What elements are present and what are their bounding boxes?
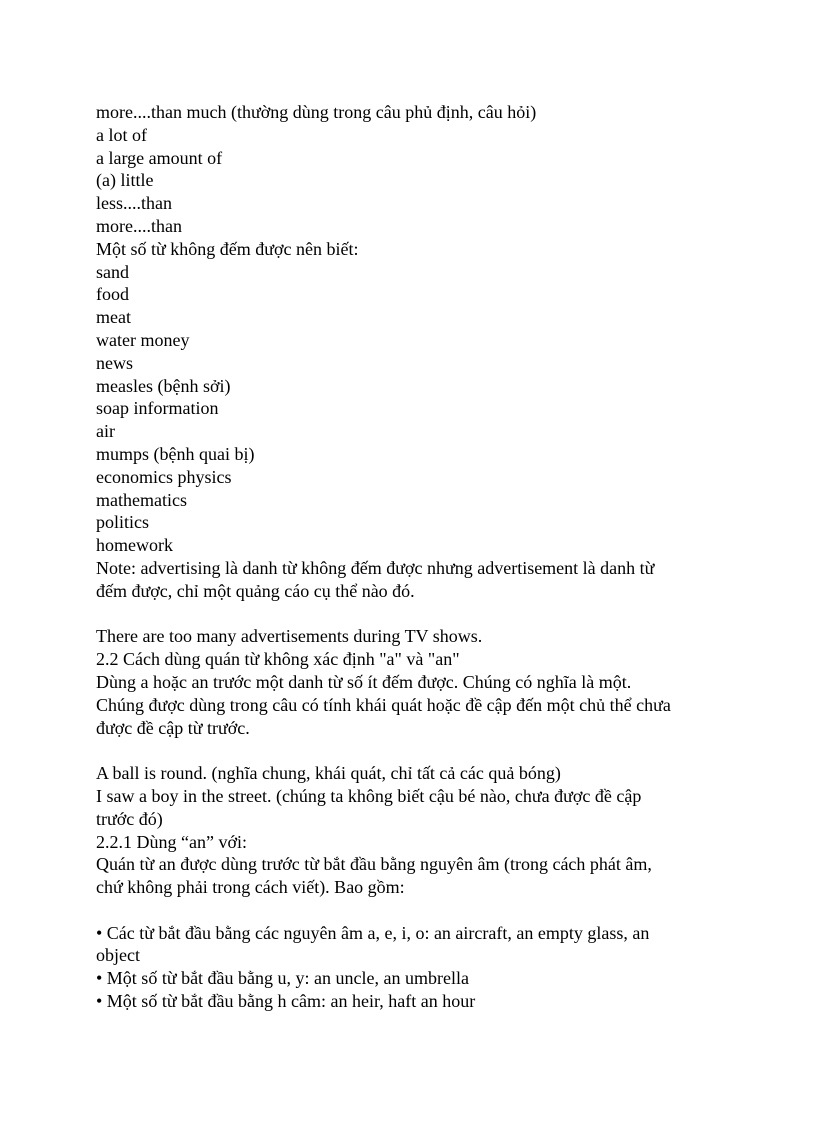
section-body-line: chứ không phải trong cách viết). Bao gồm: bbox=[96, 877, 405, 898]
list-item: air bbox=[96, 421, 115, 442]
section-2-2 bbox=[96, 648, 736, 739]
document-page bbox=[96, 101, 736, 1013]
list-item: measles (bệnh sởi) bbox=[96, 375, 231, 396]
bullet-list bbox=[96, 922, 736, 1013]
bullet-item: • Các từ bắt đầu bằng các nguyên âm a, e, i, o: an aircraft, an empty glass, an bbox=[96, 922, 650, 943]
section-heading: 2.2.1 Dùng “an” với: bbox=[96, 831, 247, 852]
list-item: food bbox=[96, 284, 129, 305]
section-body-line: Chúng được dùng trong câu có tính khái quát hoặc đề cập đến một chủ thể chưa bbox=[96, 694, 671, 715]
section-2-2-1 bbox=[96, 831, 736, 899]
list-item: news bbox=[96, 352, 133, 373]
list-item: economics physics bbox=[96, 466, 232, 487]
list-item: politics bbox=[96, 512, 149, 533]
examples-block bbox=[96, 762, 736, 830]
note-line: Note: advertising là danh từ không đếm được nhưng advertisement là danh từ bbox=[96, 557, 655, 578]
list-item: a lot of bbox=[96, 124, 147, 145]
section-heading: 2.2 Cách dùng quán từ không xác định "a" và "an" bbox=[96, 649, 460, 670]
example-boy: I saw a boy in the street. (chúng ta không biết cậu bé nào, chưa được đề cập bbox=[96, 785, 642, 806]
list-item: more....than bbox=[96, 215, 182, 236]
list-item: a large amount of bbox=[96, 147, 223, 168]
bullet-item: • Một số từ bắt đầu bằng u, y: an uncle, an umbrella bbox=[96, 968, 469, 989]
list-item: water money bbox=[96, 329, 190, 350]
list-item: mumps (bệnh quai bị) bbox=[96, 443, 255, 464]
note-line: đếm được, chỉ một quảng cáo cụ thể nào đó. bbox=[96, 580, 415, 601]
list-item: meat bbox=[96, 307, 131, 328]
bullet-item: • Một số từ bắt đầu bằng h câm: an heir, haft an hour bbox=[96, 991, 476, 1012]
list-item: sand bbox=[96, 261, 129, 282]
note-paragraph bbox=[96, 557, 736, 603]
section-body-line: được đề cập từ trước. bbox=[96, 717, 250, 738]
paragraph-gap bbox=[96, 899, 736, 922]
paragraph-gap bbox=[96, 739, 736, 762]
list-item: soap information bbox=[96, 398, 219, 419]
example-ball: A ball is round. (nghĩa chung, khái quát, chỉ tất cả các quả bóng) bbox=[96, 763, 561, 784]
section-body-line: Quán từ an được dùng trước từ bắt đầu bằng nguyên âm (trong cách phát âm, bbox=[96, 854, 652, 875]
uncountable-heading: Một số từ không đếm được nên biết: bbox=[96, 238, 359, 259]
example-advertisements: There are too many advertisements during TV shows. bbox=[96, 626, 483, 647]
section-body-line: Dùng a hoặc an trước một danh từ số ít đếm được. Chúng có nghĩa là một. bbox=[96, 671, 632, 692]
list-item: more....than much (thường dùng trong câu phủ định, câu hỏi) bbox=[96, 102, 537, 122]
list-item: homework bbox=[96, 535, 173, 556]
bullet-item-continued: object bbox=[96, 945, 140, 966]
example-boy-continued: trước đó) bbox=[96, 808, 163, 829]
list-item: less....than bbox=[96, 193, 172, 214]
list-item: (a) little bbox=[96, 170, 154, 191]
paragraph-gap bbox=[96, 603, 736, 626]
list-item: mathematics bbox=[96, 489, 187, 510]
quantifier-list bbox=[96, 101, 736, 557]
